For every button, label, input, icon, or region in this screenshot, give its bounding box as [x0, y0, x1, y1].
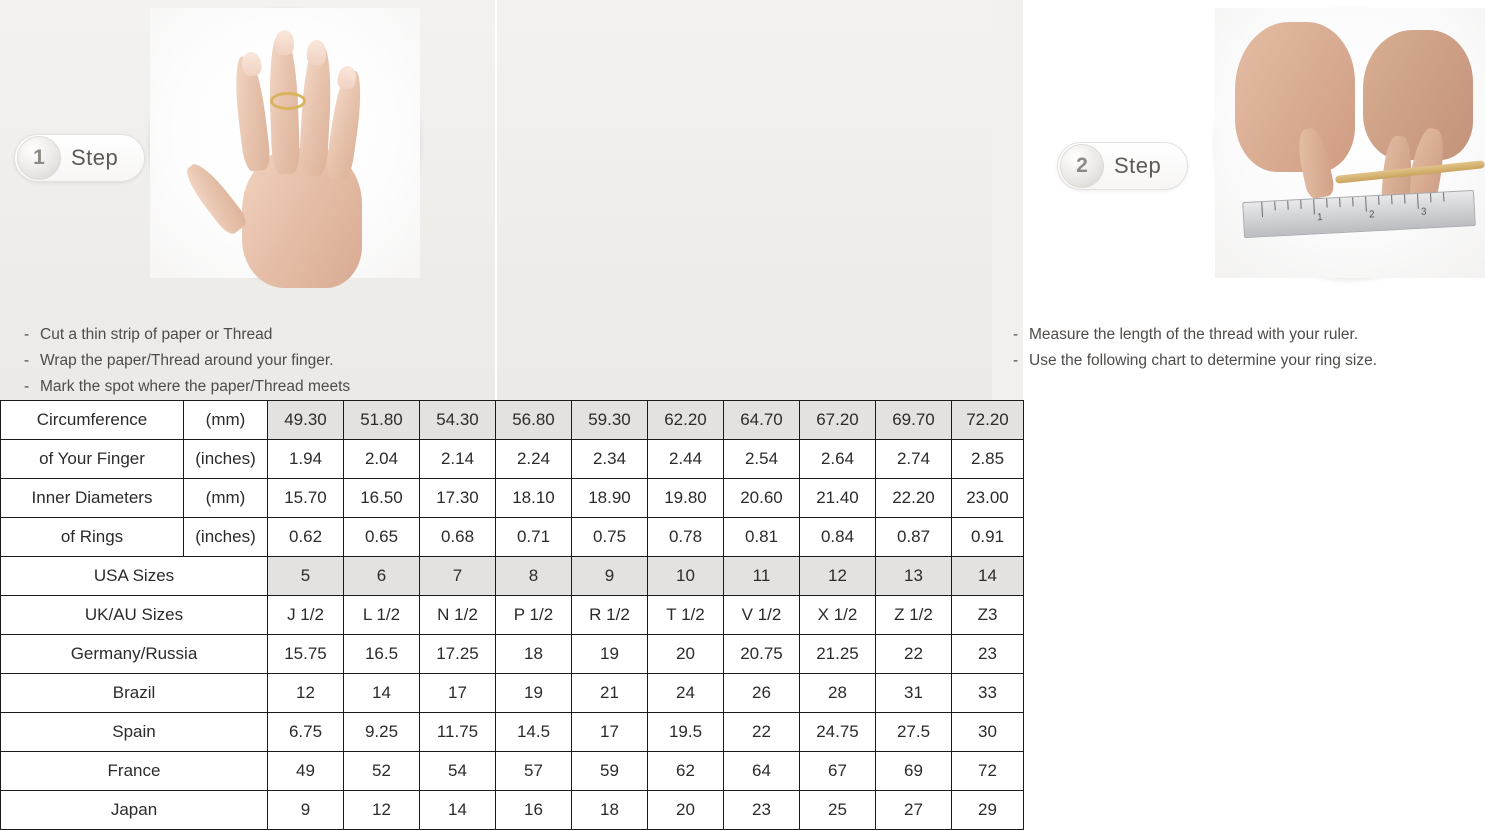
table-row: [1, 479, 1024, 518]
table-row: [1, 596, 1024, 635]
cell-usa-8: 12: [800, 557, 876, 596]
cell-jp-2: 12: [344, 791, 420, 830]
cell-es-10: 30: [952, 713, 1024, 752]
ruler-number-2: 2: [1368, 209, 1375, 221]
cell-de-7: 20.75: [724, 635, 800, 674]
step-1-bullet-3: - Mark the spot where the paper/Thread meets: [24, 378, 351, 395]
step-1-panel: [0, 0, 495, 400]
row-label-circumference: Circumference: [1, 401, 184, 440]
table-row: [1, 674, 1024, 713]
row-label-spain: Spain: [1, 713, 268, 752]
cell-diameter-in-10: 0.91: [952, 518, 1024, 557]
row-unit-mm-2: (mm): [184, 479, 268, 518]
row-unit-inches: (inches): [184, 440, 268, 479]
cell-circumference-mm-6: 62.20: [648, 401, 724, 440]
cell-circumference-in-10: 2.85: [952, 440, 1024, 479]
cell-circumference-in-1: 1.94: [268, 440, 344, 479]
cell-de-3: 17.25: [420, 635, 496, 674]
cell-ukau-6: T 1/2: [648, 596, 724, 635]
cell-circumference-mm-3: 54.30: [420, 401, 496, 440]
cell-circumference-in-7: 2.54: [724, 440, 800, 479]
cell-es-2: 9.25: [344, 713, 420, 752]
cell-circumference-in-4: 2.24: [496, 440, 572, 479]
cell-fr-4: 57: [496, 752, 572, 791]
cell-usa-4: 8: [496, 557, 572, 596]
cell-circumference-in-8: 2.64: [800, 440, 876, 479]
cell-fr-7: 64: [724, 752, 800, 791]
cell-diameter-in-1: 0.62: [268, 518, 344, 557]
cell-jp-8: 25: [800, 791, 876, 830]
cell-es-1: 6.75: [268, 713, 344, 752]
cell-es-5: 17: [572, 713, 648, 752]
cell-de-9: 22: [876, 635, 952, 674]
cell-ukau-10: Z3: [952, 596, 1024, 635]
row-label-of-your-finger: of Your Finger: [1, 440, 184, 479]
step-1-number: 1: [17, 136, 61, 180]
cell-ukau-4: P 1/2: [496, 596, 572, 635]
cell-jp-5: 18: [572, 791, 648, 830]
cell-ukau-1: J 1/2: [268, 596, 344, 635]
cell-br-4: 19: [496, 674, 572, 713]
cell-jp-9: 27: [876, 791, 952, 830]
cell-fr-9: 69: [876, 752, 952, 791]
cell-de-4: 18: [496, 635, 572, 674]
table-row: [1, 791, 1024, 830]
cell-fr-10: 72: [952, 752, 1024, 791]
cell-diameter-in-7: 0.81: [724, 518, 800, 557]
cell-ukau-5: R 1/2: [572, 596, 648, 635]
cell-de-5: 19: [572, 635, 648, 674]
cell-ukau-9: Z 1/2: [876, 596, 952, 635]
cell-circumference-in-5: 2.34: [572, 440, 648, 479]
cell-de-1: 15.75: [268, 635, 344, 674]
step-1-label: Step: [71, 145, 119, 170]
cell-diameter-mm-2: 16.50: [344, 479, 420, 518]
cell-circumference-mm-4: 56.80: [496, 401, 572, 440]
cell-es-6: 19.5: [648, 713, 724, 752]
row-label-france: France: [1, 752, 268, 791]
cell-diameter-in-3: 0.68: [420, 518, 496, 557]
step-2-bullet-2: - Use the following chart to determine your ring size.: [1013, 352, 1378, 369]
row-label-uk-au-sizes: UK/AU Sizes: [1, 596, 268, 635]
cell-fr-5: 59: [572, 752, 648, 791]
step-2-bullet-1: - Measure the length of the thread with your ruler.: [1013, 326, 1359, 343]
cell-usa-9: 13: [876, 557, 952, 596]
cell-es-4: 14.5: [496, 713, 572, 752]
cell-br-7: 26: [724, 674, 800, 713]
cell-ukau-3: N 1/2: [420, 596, 496, 635]
cell-circumference-in-3: 2.14: [420, 440, 496, 479]
cell-fr-1: 49: [268, 752, 344, 791]
hand-photo-step-1: [150, 8, 420, 278]
cell-ukau-8: X 1/2: [800, 596, 876, 635]
cell-de-8: 21.25: [800, 635, 876, 674]
ruler-number-1: 1: [1316, 211, 1323, 224]
table-row: [1, 557, 1024, 596]
cell-ukau-2: L 1/2: [344, 596, 420, 635]
step-2-panel: [497, 0, 1427, 400]
cell-diameter-in-9: 0.87: [876, 518, 952, 557]
cell-de-2: 16.5: [344, 635, 420, 674]
step-2-bullets: [1013, 322, 1377, 374]
cell-es-8: 24.75: [800, 713, 876, 752]
row-unit-mm: (mm): [184, 401, 268, 440]
cell-jp-3: 14: [420, 791, 496, 830]
cell-es-7: 22: [724, 713, 800, 752]
cell-circumference-mm-8: 67.20: [800, 401, 876, 440]
table-row: [1, 401, 1024, 440]
cell-br-1: 12: [268, 674, 344, 713]
cell-diameter-mm-5: 18.90: [572, 479, 648, 518]
cell-usa-7: 11: [724, 557, 800, 596]
cell-fr-2: 52: [344, 752, 420, 791]
cell-usa-10: 14: [952, 557, 1024, 596]
step-2-badge: [1057, 142, 1188, 190]
cell-usa-1: 5: [268, 557, 344, 596]
cell-circumference-in-2: 2.04: [344, 440, 420, 479]
cell-usa-6: 10: [648, 557, 724, 596]
cell-diameter-mm-7: 20.60: [724, 479, 800, 518]
cell-jp-6: 20: [648, 791, 724, 830]
row-unit-inches-2: (inches): [184, 518, 268, 557]
cell-diameter-in-8: 0.84: [800, 518, 876, 557]
ruler-number-3: 3: [1420, 206, 1427, 218]
cell-circumference-mm-9: 69.70: [876, 401, 952, 440]
cell-es-3: 11.75: [420, 713, 496, 752]
hand-photo-step-2: [1215, 8, 1485, 278]
cell-diameter-mm-8: 21.40: [800, 479, 876, 518]
cell-usa-5: 9: [572, 557, 648, 596]
ring-size-chart: [0, 400, 1023, 830]
cell-de-10: 23: [952, 635, 1024, 674]
cell-fr-8: 67: [800, 752, 876, 791]
cell-circumference-mm-5: 59.30: [572, 401, 648, 440]
row-label-usa-sizes: USA Sizes: [1, 557, 268, 596]
row-label-brazil: Brazil: [1, 674, 268, 713]
row-label-japan: Japan: [1, 791, 268, 830]
cell-fr-3: 54: [420, 752, 496, 791]
table-row: [1, 713, 1024, 752]
cell-br-5: 21: [572, 674, 648, 713]
cell-ukau-7: V 1/2: [724, 596, 800, 635]
cell-usa-3: 7: [420, 557, 496, 596]
table-row: [1, 518, 1024, 557]
cell-jp-4: 16: [496, 791, 572, 830]
step-1-bullets: [24, 322, 350, 400]
cell-jp-7: 23: [724, 791, 800, 830]
table-row: [1, 752, 1024, 791]
cell-diameter-mm-10: 23.00: [952, 479, 1024, 518]
cell-circumference-in-9: 2.74: [876, 440, 952, 479]
cell-br-9: 31: [876, 674, 952, 713]
cell-jp-10: 29: [952, 791, 1024, 830]
cell-diameter-mm-3: 17.30: [420, 479, 496, 518]
table-row: [1, 635, 1024, 674]
table-row: [1, 440, 1024, 479]
cell-diameter-in-2: 0.65: [344, 518, 420, 557]
step-1-bullet-1: - Cut a thin strip of paper or Thread: [24, 326, 273, 343]
cell-br-2: 14: [344, 674, 420, 713]
cell-br-8: 28: [800, 674, 876, 713]
cell-circumference-in-6: 2.44: [648, 440, 724, 479]
cell-de-6: 20: [648, 635, 724, 674]
step-2-number: 2: [1060, 144, 1104, 188]
cell-br-10: 33: [952, 674, 1024, 713]
cell-diameter-in-6: 0.78: [648, 518, 724, 557]
row-label-germany-russia: Germany/Russia: [1, 635, 268, 674]
step-2-label: Step: [1114, 153, 1162, 178]
cell-br-3: 17: [420, 674, 496, 713]
row-label-inner-diameters: Inner Diameters: [1, 479, 184, 518]
ring-on-finger-icon: [270, 92, 306, 110]
cell-br-6: 24: [648, 674, 724, 713]
cell-circumference-mm-2: 51.80: [344, 401, 420, 440]
step-1-badge: [14, 134, 145, 182]
cell-diameter-in-5: 0.75: [572, 518, 648, 557]
cell-es-9: 27.5: [876, 713, 952, 752]
cell-fr-6: 62: [648, 752, 724, 791]
row-label-of-rings: of Rings: [1, 518, 184, 557]
cell-circumference-mm-1: 49.30: [268, 401, 344, 440]
step-1-bullet-2: - Wrap the paper/Thread around your finger.: [24, 352, 334, 369]
cell-circumference-mm-7: 64.70: [724, 401, 800, 440]
cell-jp-1: 9: [268, 791, 344, 830]
instructions-section: [0, 0, 1427, 400]
cell-circumference-mm-10: 72.20: [952, 401, 1024, 440]
cell-diameter-in-4: 0.71: [496, 518, 572, 557]
cell-diameter-mm-9: 22.20: [876, 479, 952, 518]
cell-usa-2: 6: [344, 557, 420, 596]
cell-diameter-mm-1: 15.70: [268, 479, 344, 518]
cell-diameter-mm-4: 18.10: [496, 479, 572, 518]
cell-diameter-mm-6: 19.80: [648, 479, 724, 518]
